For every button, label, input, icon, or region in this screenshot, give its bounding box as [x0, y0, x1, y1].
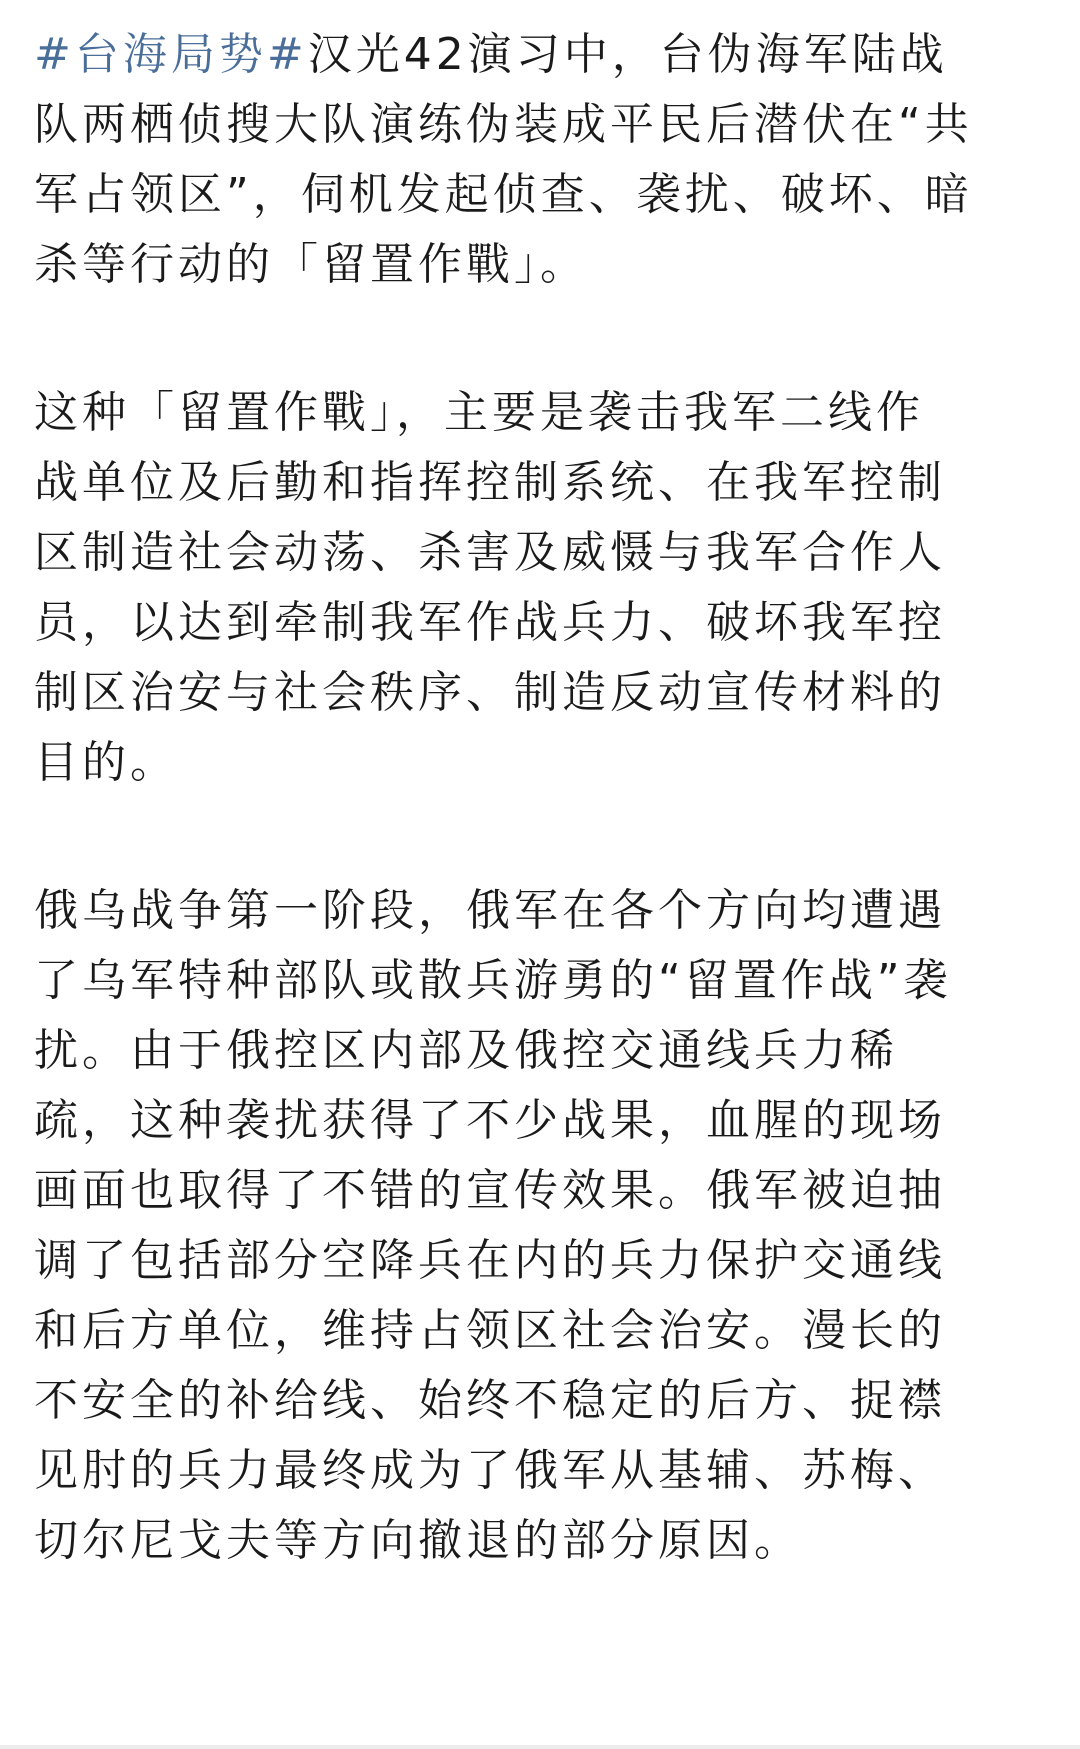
paragraph-spacer	[34, 300, 1046, 378]
paragraph-line: 区制造社会动荡、杀害及威慑与我军合作人	[34, 527, 946, 578]
paragraph-line: 制区治安与社会秩序、制造反动宣传材料的	[34, 667, 946, 718]
paragraph-2	[34, 378, 1046, 798]
paragraph-line: 军占领区”，伺机发起侦查、袭扰、破坏、暗	[34, 169, 973, 220]
paragraph-line: 俄乌战争第一阶段，俄军在各个方向均遭遇	[34, 885, 946, 936]
paragraph-line: 杀等行动的「留置作戰」。	[34, 239, 588, 290]
paragraph-line: 见肘的兵力最终成为了俄军从基辅、苏梅、	[34, 1445, 946, 1496]
paragraph-line: 疏，这种袭扰获得了不少战果，血腥的现场	[34, 1095, 946, 1146]
paragraph-line-text: 汉光42演习中，台伪海军陆战	[307, 29, 948, 80]
hashtag-link[interactable]: #台海局势#	[34, 29, 308, 80]
post-body	[34, 20, 1046, 1576]
paragraph-line: 员，以达到牵制我军作战兵力、破坏我军控	[34, 597, 946, 648]
paragraph-3	[34, 876, 1046, 1576]
paragraph-line: 画面也取得了不错的宣传效果。俄军被迫抽	[34, 1165, 946, 1216]
paragraph-spacer	[34, 798, 1046, 876]
paragraph-1	[34, 20, 1046, 300]
paragraph-line: 目的。	[34, 737, 178, 788]
paragraph-line: 不安全的补给线、始终不稳定的后方、捉襟	[34, 1375, 946, 1426]
paragraph-line: 队两栖侦搜大队演练伪装成平民后潜伏在“共	[34, 99, 973, 150]
paragraph-line: 调了包括部分空降兵在内的兵力保护交通线	[34, 1235, 946, 1286]
paragraph-line: 这种「留置作戰」，主要是袭击我军二线作	[34, 387, 924, 438]
paragraph-line: 战单位及后勤和指挥控制系统、在我军控制	[34, 457, 946, 508]
paragraph-line	[34, 20, 1046, 90]
paragraph-line: 切尔尼戈夫等方向撤退的部分原因。	[34, 1515, 802, 1566]
bottom-divider	[0, 1745, 1080, 1749]
paragraph-line: 扰。由于俄控区内部及俄控交通线兵力稀	[34, 1025, 898, 1076]
paragraph-line: 和后方单位，维持占领区社会治安。漫长的	[34, 1305, 946, 1356]
paragraph-line: 了乌军特种部队或散兵游勇的“留置作战”袭	[34, 955, 952, 1006]
